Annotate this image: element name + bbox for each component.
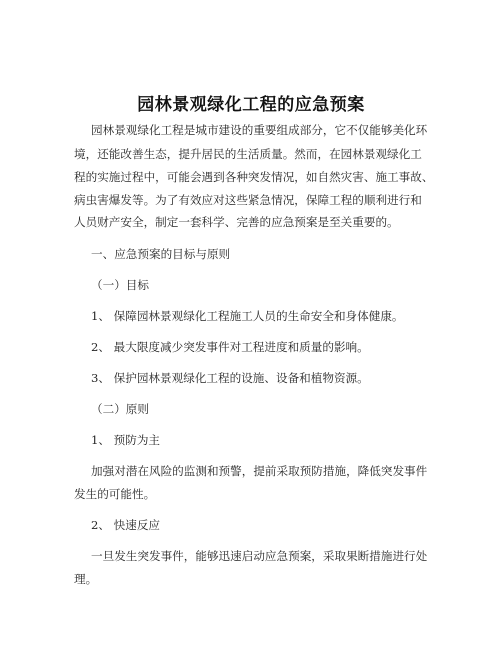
document-title: 园林景观绿化工程的应急预案 [137,95,365,115]
intro-line-3: 程的实施过程中，可能会遇到各种突发情况，如自然灾害、施工事故、 [74,170,434,184]
principle-1-line-1: 加强对潜在风险的监测和预警，提前采取预防措施，降低突发事件 [91,464,428,478]
principle-2-line-1: 一旦发生突发事件，能够迅速启动应急预案，采取果断措施进行处 [91,549,428,563]
subsection-heading-goals: （一）目标 [91,278,149,292]
intro-line-5: 人员财产安全，制定一套科学、完善的应急预案是至关重要的。 [74,215,399,229]
principle-1-line-2: 发生的可能性。 [74,487,156,501]
section-heading: 一、应急预案的目标与原则 [91,247,231,261]
subsection-heading-principles: （二）原则 [91,402,149,416]
intro-line-4: 病虫害爆发等。为了有效应对这些紧急情况，保障工程的顺利进行和 [74,193,422,207]
principle-1-heading: 1、 预防为主 [91,433,161,447]
intro-line-1: 园林景观绿化工程是城市建设的重要组成部分，它不仅能够美化环 [91,123,428,137]
intro-line-2: 境，还能改善生态，提升居民的生活质量。然而，在园林景观绿化工 [74,147,422,161]
principle-2-heading: 2、 快速反应 [91,518,161,532]
principle-2-line-2: 理。 [74,572,98,586]
goal-item-1: 1、 保障园林景观绿化工程施工人员的生命安全和身体健康。 [91,309,404,323]
goal-item-2: 2、 最大限度减少突发事件对工程进度和质量的影响。 [91,340,369,354]
goal-item-3: 3、 保护园林景观绿化工程的设施、设备和植物资源。 [91,371,369,385]
